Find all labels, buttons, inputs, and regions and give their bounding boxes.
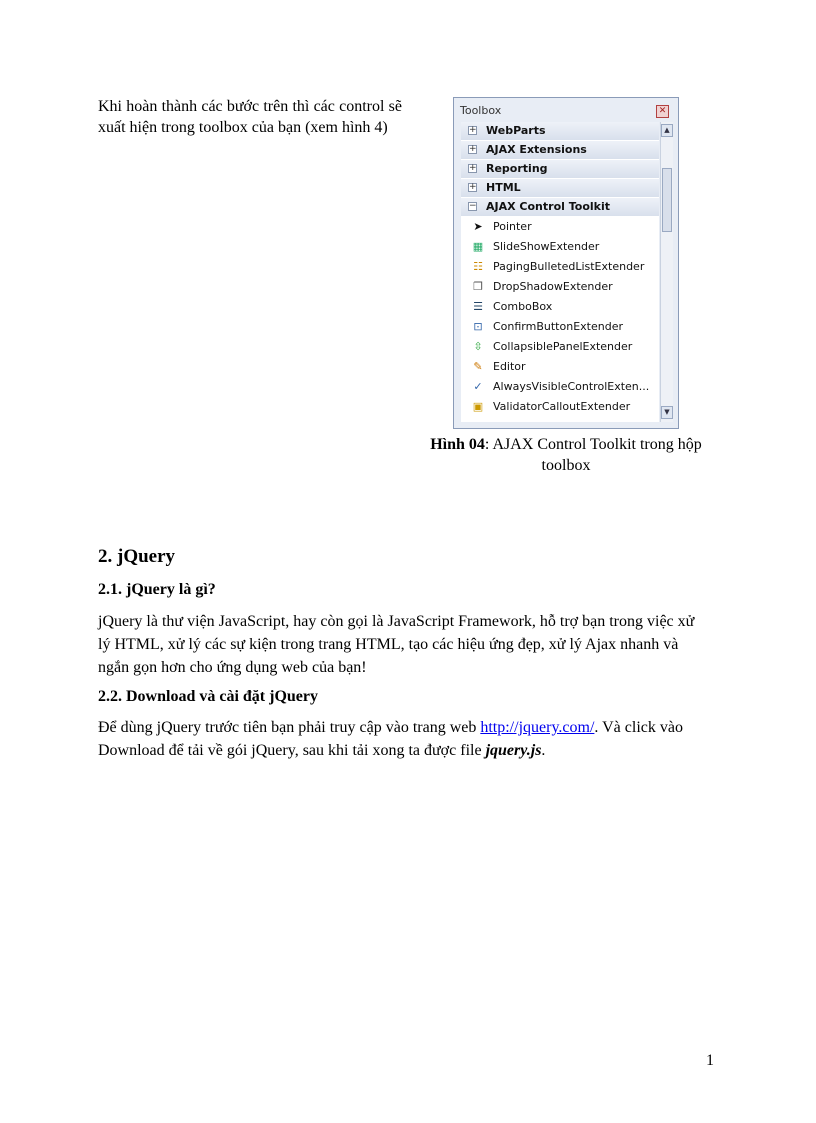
toolbox-item-collapsible-panel[interactable]: ⇳ CollapsiblePanelExtender	[461, 337, 659, 357]
category-ajax-control-toolkit[interactable]: − AJAX Control Toolkit	[461, 198, 659, 216]
toolbox-item-pointer[interactable]: ➤ Pointer	[461, 217, 659, 237]
subheading-download: 2.2. Download và cài đặt jQuery	[98, 688, 318, 705]
subheading-what-is-jquery: 2.1. jQuery là gì?	[98, 581, 216, 598]
category-ajax-extensions[interactable]: + AJAX Extensions	[461, 141, 659, 159]
paragraph-what-is-jquery: jQuery là thư viện JavaScript, hay còn gọi là JavaScript Framework, hỗ trợ bạn trong việc xử lý HTML, xử lý các sự kiện trong trang HTML, tạo các hiệu ứng đẹp, xử lý Ajax nhanh và ngắn gọn hơn cho ứng dụng web của bạn!	[98, 613, 695, 676]
toolbox-item-always-visible[interactable]: ✓ AlwaysVisibleControlExten...	[461, 377, 659, 397]
page-number: 1	[706, 1052, 714, 1069]
collapse-icon[interactable]: −	[469, 201, 477, 211]
toolbox-item-slideshow[interactable]: ▦ SlideShowExtender	[472, 240, 600, 253]
editor-icon: ✎	[473, 360, 483, 373]
expand-icon[interactable]: +	[469, 144, 477, 154]
toolbox-item-validator-callout[interactable]: ▣ ValidatorCalloutExtender	[472, 400, 631, 413]
slideshow-icon: ▦	[472, 240, 484, 253]
expand-icon[interactable]: +	[469, 163, 477, 173]
confirm-button-icon: ⊡	[473, 320, 483, 333]
toolbox-title: Toolbox	[460, 104, 502, 117]
toolbox-item-drop-shadow[interactable]: ❐ DropShadowExtender	[461, 277, 659, 297]
scroll-thumb[interactable]	[662, 168, 672, 232]
paragraph-download: Để dùng jQuery trước tiên bạn phải truy cập vào trang web http://jquery.com/. Và click vào Download để tải về gói jQuery, sau khi tải xong ta được file jquery.js.	[98, 719, 683, 759]
always-visible-icon: ✓	[473, 380, 483, 393]
close-icon[interactable]: ✕	[656, 105, 669, 118]
expand-icon[interactable]: +	[469, 182, 477, 192]
toolbox-item-editor[interactable]: ✎ Editor	[461, 357, 659, 377]
scrollbar[interactable]	[660, 122, 673, 422]
combobox-icon: ☰	[473, 300, 483, 313]
drop-shadow-icon: ❐	[473, 280, 483, 293]
toolbox-item-confirm-button[interactable]: ⊡ ConfirmButtonExtender	[461, 317, 659, 337]
category-reporting[interactable]: + Reporting	[461, 160, 659, 178]
toolbox-item-combobox[interactable]: ☰ ComboBox	[461, 297, 659, 317]
pointer-icon: ➤	[473, 220, 483, 233]
toolbox-item-paging-bulleted-list[interactable]: ☷ PagingBulletedListExtender	[461, 257, 659, 277]
scroll-up-icon[interactable]: ▲	[661, 124, 673, 137]
scroll-down-icon[interactable]: ▼	[661, 406, 673, 419]
filename: jquery.js	[485, 742, 542, 759]
bulleted-list-icon: ☷	[473, 260, 483, 273]
category-html[interactable]: + HTML	[461, 179, 659, 197]
toolbox-figure	[453, 97, 679, 429]
jquery-link[interactable]: http://jquery.com/	[480, 719, 595, 736]
toolbox-list	[461, 122, 659, 422]
intro-paragraph: Khi hoàn thành các bước trên thì các control sẽ xuất hiện trong toolbox của bạn (xem hình 4)	[98, 98, 402, 136]
figure-caption: Hình 04: AJAX Control Toolkit trong hộp toolbox	[430, 436, 702, 474]
collapsible-panel-icon: ⇳	[473, 340, 483, 353]
section-heading: 2. jQuery	[98, 546, 176, 567]
expand-icon[interactable]: +	[469, 125, 477, 135]
category-webparts[interactable]: + WebParts	[461, 122, 659, 140]
validator-callout-icon: ▣	[472, 400, 484, 413]
